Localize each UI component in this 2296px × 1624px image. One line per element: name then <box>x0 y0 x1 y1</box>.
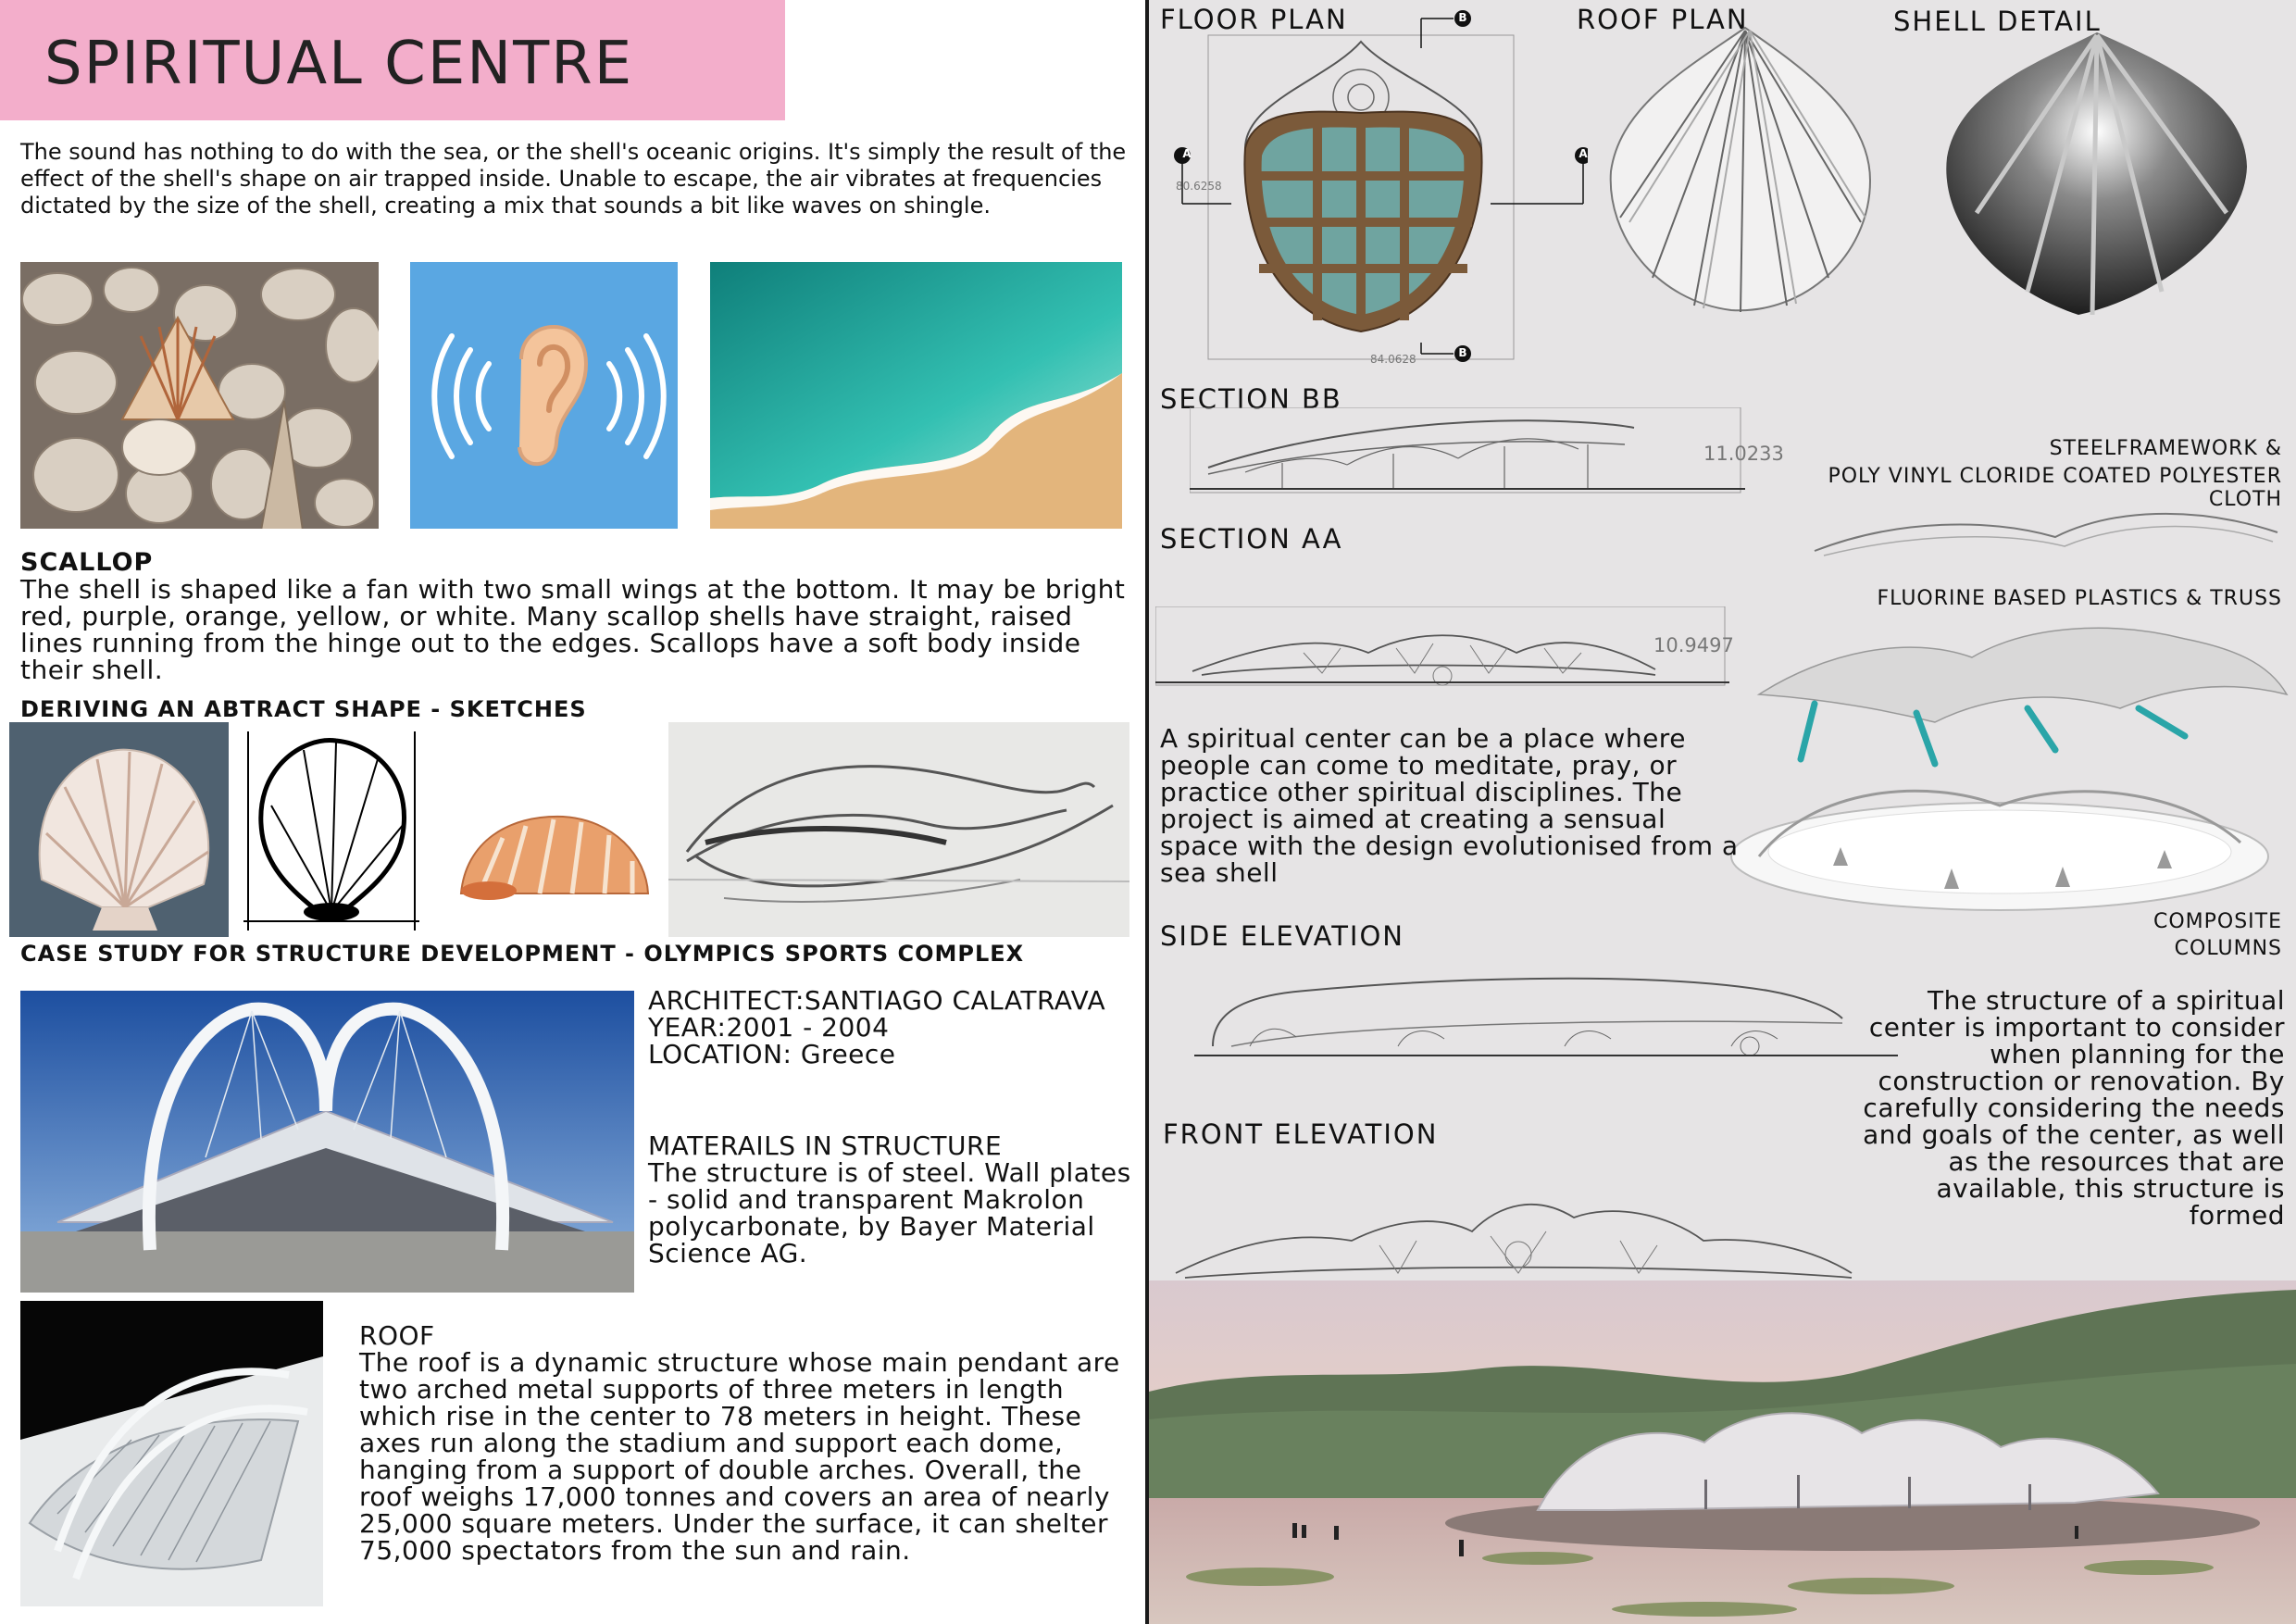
scallop-shell-side-photo <box>452 806 655 907</box>
section-bb-drawing <box>1190 407 1745 500</box>
exploded-base-layer <box>1722 768 2287 917</box>
roof-plan-label: ROOF PLAN <box>1577 4 1749 35</box>
exploded-top-layer <box>1805 500 2287 565</box>
materials-text: The structure is of steel. Wall plates - solid and transparent Makrolon polycarbonate, by Bayer Material Science AG. <box>648 1157 1131 1268</box>
marker-b-bottom: B <box>1458 346 1467 359</box>
dim-aa: 10.9497 <box>1653 634 1734 656</box>
sketches-heading: DERIVING AN ABTRACT SHAPE - SKETCHES <box>20 696 587 722</box>
case-year: YEAR:2001 - 2004 <box>648 1012 890 1043</box>
section-aa-drawing <box>1155 606 1729 699</box>
front-elevation-drawing <box>1167 1185 1870 1287</box>
marker-a-left: A <box>1182 147 1192 160</box>
case-architect: ARCHITECT:SANTIAGO CALATRAVA <box>648 985 1106 1016</box>
ear-icon-tile <box>410 262 678 529</box>
roof-text: The roof is a dynamic structure whose main pendant are two arched metal supports of three meters in length which rise in the center to 78 meters in height. These axes run along the stadium and support each dome, hanging from a support of double arches. Overall, the roof weighs 17,000 tonnes and covers an area of nearly 25,000 square meters. Under the surface, it can shelter 75,000 spectators from the sun and rain. <box>359 1347 1120 1566</box>
structure-text: The structure of a spiritual center is important to consider when planning for the construction or renovation. By carefully considering the needs and goals of the center, as well as the resources that are available, this structure is formed <box>1863 985 2285 1230</box>
scallop-text: The shell is shaped like a fan with two small wings at the bottom. It may be bright red, purple, orange, yellow, or white. Many scallop shells have straight, raised lines running from the hinge out to the edges. Scallops have a soft body inside their shell. <box>20 574 1126 685</box>
roof-plan-drawing <box>1602 23 1879 329</box>
scallop-sketch <box>239 722 424 937</box>
shell-detail-label: SHELL DETAIL <box>1893 6 2102 37</box>
section-aa-label: SECTION AA <box>1160 523 1343 555</box>
steel-label-line1: STEELFRAMEWORK & <box>2049 437 2282 460</box>
roof-heading: ROOF <box>359 1320 435 1351</box>
section-bb-label: SECTION BB <box>1160 383 1342 415</box>
roof-model-photo <box>20 1301 323 1606</box>
dim-height: 80.6258 <box>1176 180 1222 193</box>
front-elevation-label: FRONT ELEVATION <box>1163 1118 1439 1150</box>
pencil-sketch <box>668 722 1129 937</box>
project-description: A spiritual center can be a place where people can come to meditate, pray, or practice other spiritual disciplines. The project is aimed at creating a sensual space with the design evolutionised from a sea shell <box>1160 723 1739 888</box>
steel-label-line2: POLY VINYL CLORIDE COATED POLYESTER CLOTH <box>1828 465 2282 511</box>
marker-a-right: A <box>1578 147 1588 160</box>
page-title: SPIRITUAL CENTRE <box>44 30 634 98</box>
site-render <box>1149 1280 2296 1624</box>
composite-label-line2: COLUMNS <box>2174 937 2282 960</box>
marker-b-top: B <box>1458 11 1467 24</box>
dim-width: 84.0628 <box>1370 353 1416 366</box>
case-location: LOCATION: Greece <box>648 1039 896 1069</box>
case-study-heading: CASE STUDY FOR STRUCTURE DEVELOPMENT - OLYMPICS SPORTS COMPLEX <box>20 941 1025 967</box>
exploded-middle-layer <box>1750 606 2291 768</box>
sea-photo <box>710 262 1122 529</box>
shells-photo <box>20 262 379 529</box>
stadium-photo <box>20 991 634 1293</box>
shell-detail-drawing <box>1940 28 2254 324</box>
floor-plan-label: FLOOR PLAN <box>1160 4 1348 35</box>
dim-bb: 11.0233 <box>1703 443 1784 465</box>
scallop-heading: SCALLOP <box>20 548 154 577</box>
floor-plan-drawing <box>1162 9 1588 370</box>
side-elevation-drawing <box>1194 954 1898 1065</box>
fluorine-label: FLUORINE BASED PLASTICS & TRUSS <box>1877 587 2282 610</box>
side-elevation-label: SIDE ELEVATION <box>1160 920 1404 952</box>
materials-heading: MATERAILS IN STRUCTURE <box>648 1131 1003 1161</box>
scallop-shell-photo <box>9 722 229 937</box>
intro-paragraph: The sound has nothing to do with the sea, or the shell's oceanic origins. It's simply the result of the effect of the shell's shape on air trapped inside. Unable to escape, the air vibrates at frequencies dictated by the size of the shell, creating a mix that sounds a bit like waves on shingle. <box>20 139 1127 219</box>
composite-label-line1: COMPOSITE <box>2152 910 2282 933</box>
